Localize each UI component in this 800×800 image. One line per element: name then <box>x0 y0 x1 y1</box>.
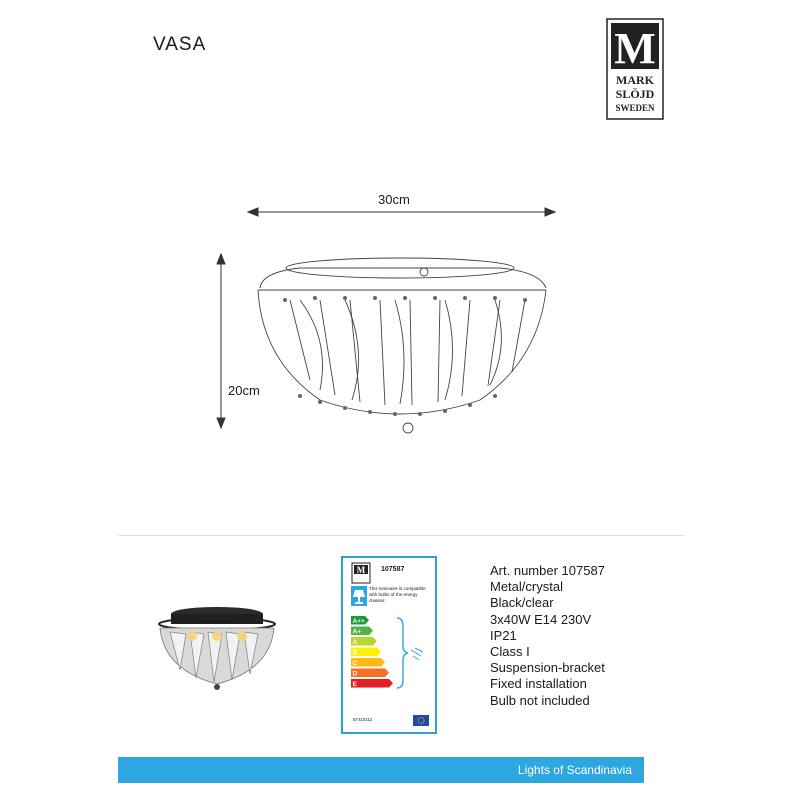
energy-label <box>341 556 437 734</box>
energy-label-regulation: 874/2012 <box>353 717 373 722</box>
brand-logo-line: SWEDEN <box>615 103 655 113</box>
lamp-drawing <box>258 258 546 433</box>
eu-flag-icon <box>413 715 429 726</box>
spec-item: Art. number 107587 <box>490 563 605 578</box>
width-arrow <box>248 208 555 216</box>
product-photo <box>152 600 282 692</box>
height-dimension-label: 20cm <box>228 383 260 398</box>
spec-item: Metal/crystal <box>490 579 563 595</box>
brand-logo-letter: M <box>614 24 656 73</box>
svg-text:M: M <box>356 565 366 575</box>
energy-class-label: A+ <box>352 628 361 636</box>
spec-item: Suspension-bracket <box>490 660 605 676</box>
spec-item: IP21 <box>490 627 517 643</box>
footer-bar <box>118 757 644 783</box>
width-dimension-label: 30cm <box>378 192 410 207</box>
spec-item: Bulb not included <box>490 692 590 708</box>
spec-list <box>490 563 605 709</box>
crystal-beads <box>283 296 527 416</box>
energy-label-info: This luminaire is compatible with bulbs of the energy classes: <box>369 586 426 603</box>
energy-class-label: E <box>352 681 357 688</box>
energy-class-label: B <box>352 649 358 657</box>
footer-tagline: Lights of Scandinavia <box>517 763 632 777</box>
energy-class-label: D <box>352 670 358 678</box>
energy-class-scale <box>351 616 431 692</box>
spec-item: Class I <box>490 644 530 660</box>
energy-class-label: A <box>352 639 358 646</box>
section-divider <box>118 535 684 536</box>
spec-item: 3x40W E14 230V <box>490 611 592 627</box>
brand-logo-line: MARK <box>616 73 654 87</box>
energy-label-article: 107587 <box>381 566 405 573</box>
energy-class-label: A++ <box>352 618 365 625</box>
product-title: VASA <box>153 34 207 55</box>
spec-item: Black/clear <box>490 595 554 611</box>
brand-mini-logo <box>351 562 371 584</box>
energy-class-bar <box>351 679 393 688</box>
compatibility-brace <box>397 618 408 688</box>
brand-logo-line: SLÖJD <box>615 87 655 101</box>
height-arrow <box>217 254 225 428</box>
energy-class-label: C <box>352 660 358 667</box>
lamp-icon <box>351 586 367 606</box>
spec-item: Fixed installation <box>490 676 587 692</box>
bulb-icon <box>411 648 423 660</box>
